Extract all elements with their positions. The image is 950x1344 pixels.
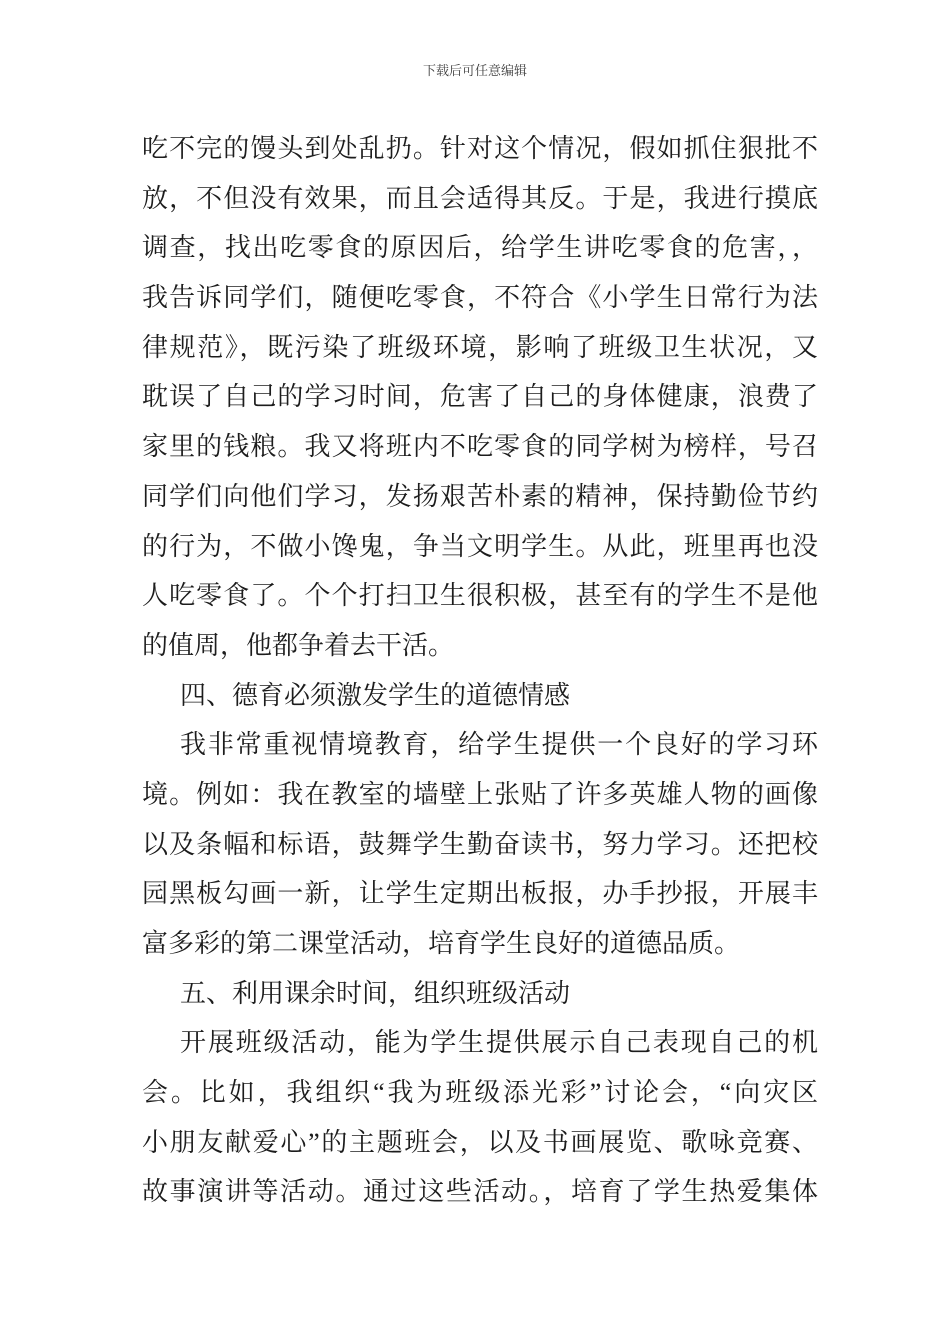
- section-heading: 四、德育必须激发学生的道德情感: [180, 680, 571, 710]
- text-line: 的值周，他都争着去干活。: [142, 630, 455, 660]
- text-line: 吃不完的馒头到处乱扔。针对这个情况，假如抓住狠批不: [142, 134, 818, 163]
- text-line: 律规范》，既污染了班级环境，影响了班级卫生状况，又: [142, 332, 818, 362]
- text-line: 我告诉同学们，随便吃零食，不符合《小学生日常行为法: [142, 283, 818, 313]
- text-line: 园黑板勾画一新，让学生定期出板报，办手抄报，开展丰: [142, 879, 818, 909]
- section-heading: 五、利用课余时间，组织班级活动: [180, 978, 571, 1008]
- page-header-note: 下载后可任意编辑: [422, 63, 527, 78]
- document-text: [142, 124, 818, 1217]
- text-line: 家里的钱粮。我又将班内不吃零食的同学树为榜样，号召: [142, 432, 818, 462]
- text-line: 富多彩的第二课堂活动，培育学生良好的道德品质。: [142, 929, 741, 958]
- text-line: 会。比如，我组织“我为班级添光彩”讨论会，“向灾区: [142, 1078, 818, 1108]
- text-line: 境。例如：我在教室的墙壁上张贴了许多英雄人物的画像: [142, 779, 818, 809]
- text-line: 的行为，不做小馋鬼，争当文明学生。从此，班里再也没: [142, 531, 818, 561]
- text-line: 小朋友献爱心”的主题班会，以及书画展览、歌咏竞赛、: [142, 1127, 818, 1157]
- text-line: 故事演讲等活动。通过这些活动。，培育了学生热爱集体: [142, 1177, 818, 1207]
- text-line: 开展班级活动，能为学生提供展示自己表现自己的机: [180, 1028, 818, 1058]
- text-line: 耽误了自己的学习时间，危害了自己的身体健康，浪费了: [142, 382, 818, 412]
- text-line: 放，不但没有效果，而且会适得其反。于是，我进行摸底: [142, 183, 818, 213]
- text-line: 同学们向他们学习，发扬艰苦朴素的精神，保持勤俭节约: [142, 481, 818, 511]
- text-line: 以及条幅和标语，鼓舞学生勤奋读书，努力学习。还把校: [142, 829, 818, 859]
- text-line: 我非常重视情境教育，给学生提供一个良好的学习环: [180, 730, 818, 760]
- text-line: 调查，找出吃零食的原因后，给学生讲吃零食的危害，，: [142, 233, 818, 263]
- text-line: 人吃零食了。个个打扫卫生很积极，甚至有的学生不是他: [142, 581, 818, 611]
